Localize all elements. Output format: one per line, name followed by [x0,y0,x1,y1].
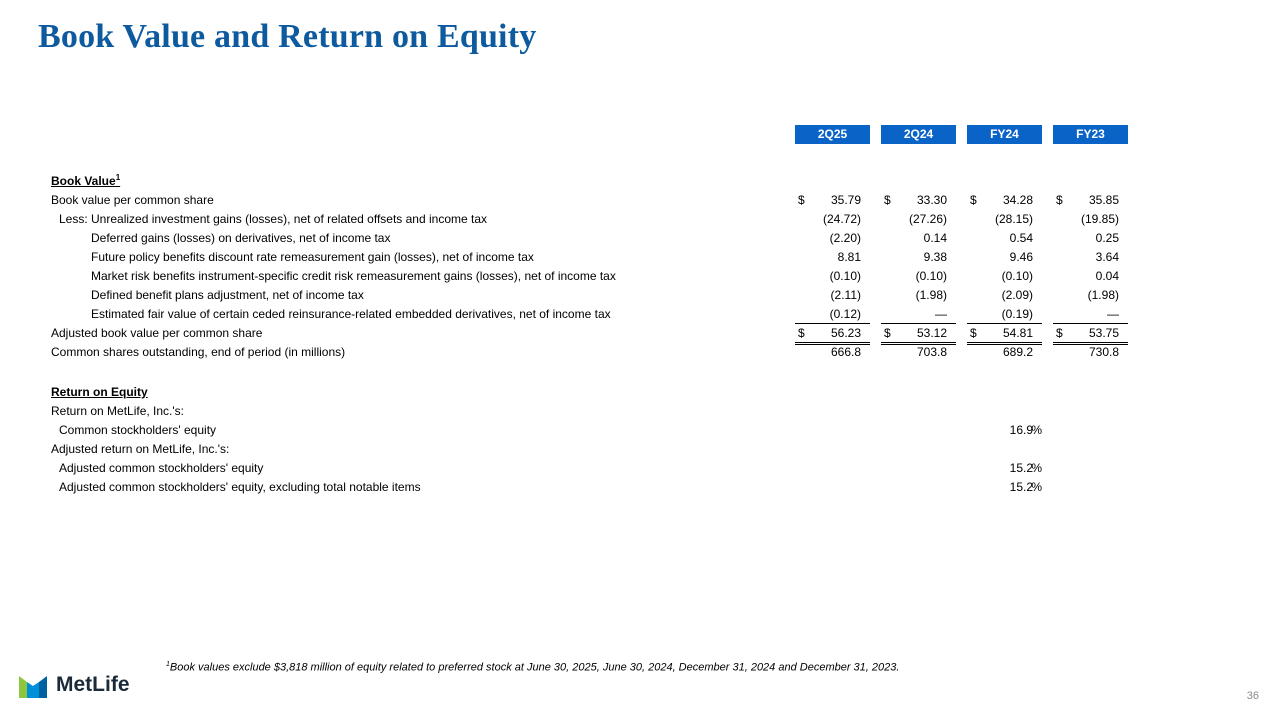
table-cell: $ 54.81 [967,324,1042,343]
table-cell: $ 53.12 [881,324,956,343]
table-cell: 3.64 [1095,250,1119,264]
table-cell: — [881,305,956,324]
page-number: 36 [1246,690,1259,702]
table-cell: (1.98) [1087,288,1119,302]
row-label: Future policy benefits discount rate remeasurement gain (losses), net of income tax [91,250,534,264]
row-label: Defined benefit plans adjustment, net of income tax [91,288,364,302]
roe-heading: Return on Equity [51,385,148,399]
metlife-logo-icon [19,672,47,698]
row-label: Common stockholders' equity [59,423,217,437]
column-header-2q25: 2Q25 [795,125,870,144]
table-cell: — [1053,305,1128,324]
table-cell: 0.04 [1095,269,1119,283]
table-cell: $ 33.30 [884,193,947,207]
column-header-2q24: 2Q24 [881,125,956,144]
page-title: Book Value and Return on Equity [38,18,537,55]
row-label: Deferred gains (losses) on derivatives, net of income tax [91,231,391,245]
row-label: Market risk benefits instrument-specific credit risk remeasurement gains (losses), net of income tax [91,269,616,283]
table-cell: (2.11) [830,288,861,302]
row-label: Adjusted common stockholders' equity, excluding total notable items [59,480,421,494]
table-cell: (0.10) [1001,269,1033,283]
table-cell: (1.98) [915,288,947,302]
table-cell: (0.10) [829,269,861,283]
table-cell: (0.10) [915,269,947,283]
row-label: Common shares outstanding, end of period (in millions) [51,345,346,359]
table-cell: 9.46 [1009,250,1033,264]
table-cell: 8.81 [837,250,861,264]
row-label: Return on MetLife, Inc.'s: [51,404,185,418]
table-cell: 16.9 % [1009,423,1042,437]
table-cell: $ 35.79 [798,193,861,207]
table-cell: (19.85) [1080,212,1119,226]
table-cell: (0.12) [795,305,870,324]
row-label: Adjusted return on MetLife, Inc.'s: [51,442,230,456]
table-cell: 0.54 [1009,231,1033,245]
table-cell: 703.8 [916,345,947,359]
metlife-logo [19,670,130,700]
table-cell: (24.72) [822,212,861,226]
row-label: Adjusted book value per common share [51,326,263,340]
column-header-fy23: FY23 [1053,125,1128,144]
row-label: Adjusted common stockholders' equity [59,461,264,475]
table-cell: $ 34.28 [970,193,1033,207]
table-cell: 9.38 [923,250,947,264]
footnote: $^1$Book values exclude $3,818 million of equity related to preferred stock at June 30, 2025, June 30, 2024, December 31, 2024 and December 31, 2023. [166,661,900,674]
table-cell: 730.8 [1088,345,1119,359]
table-cell: (2.20) [829,231,861,245]
table-cell: 0.14 [923,231,947,245]
table-cell: $ 56.23 [795,324,870,343]
table-cell: (2.09) [1001,288,1033,302]
table-cell: $ 53.75 [1053,324,1128,343]
table-cell: 666.8 [830,345,861,359]
table-cell: 0.25 [1095,231,1119,245]
table-cell: (27.26) [908,212,947,226]
table-cell: 15.2 % [1009,480,1042,494]
column-header-fy24: FY24 [967,125,1042,144]
table-cell: (0.19) [967,305,1042,324]
table-cell: 689.2 [1002,345,1033,359]
row-label: Less: Unrealized investment gains (losses), net of related offsets and income tax [59,212,487,226]
book-value-heading: Book Value$^1$ [51,173,121,188]
row-label: Estimated fair value of certain ceded reinsurance-related embedded derivatives, net of income tax [91,307,611,321]
table-cell: (28.15) [994,212,1033,226]
table-cell: 15.2 % [1009,461,1042,475]
row-label: Book value per common share [51,193,214,207]
metlife-logo-text: MetLife [56,673,130,696]
table-cell: $ 35.85 [1056,193,1119,207]
